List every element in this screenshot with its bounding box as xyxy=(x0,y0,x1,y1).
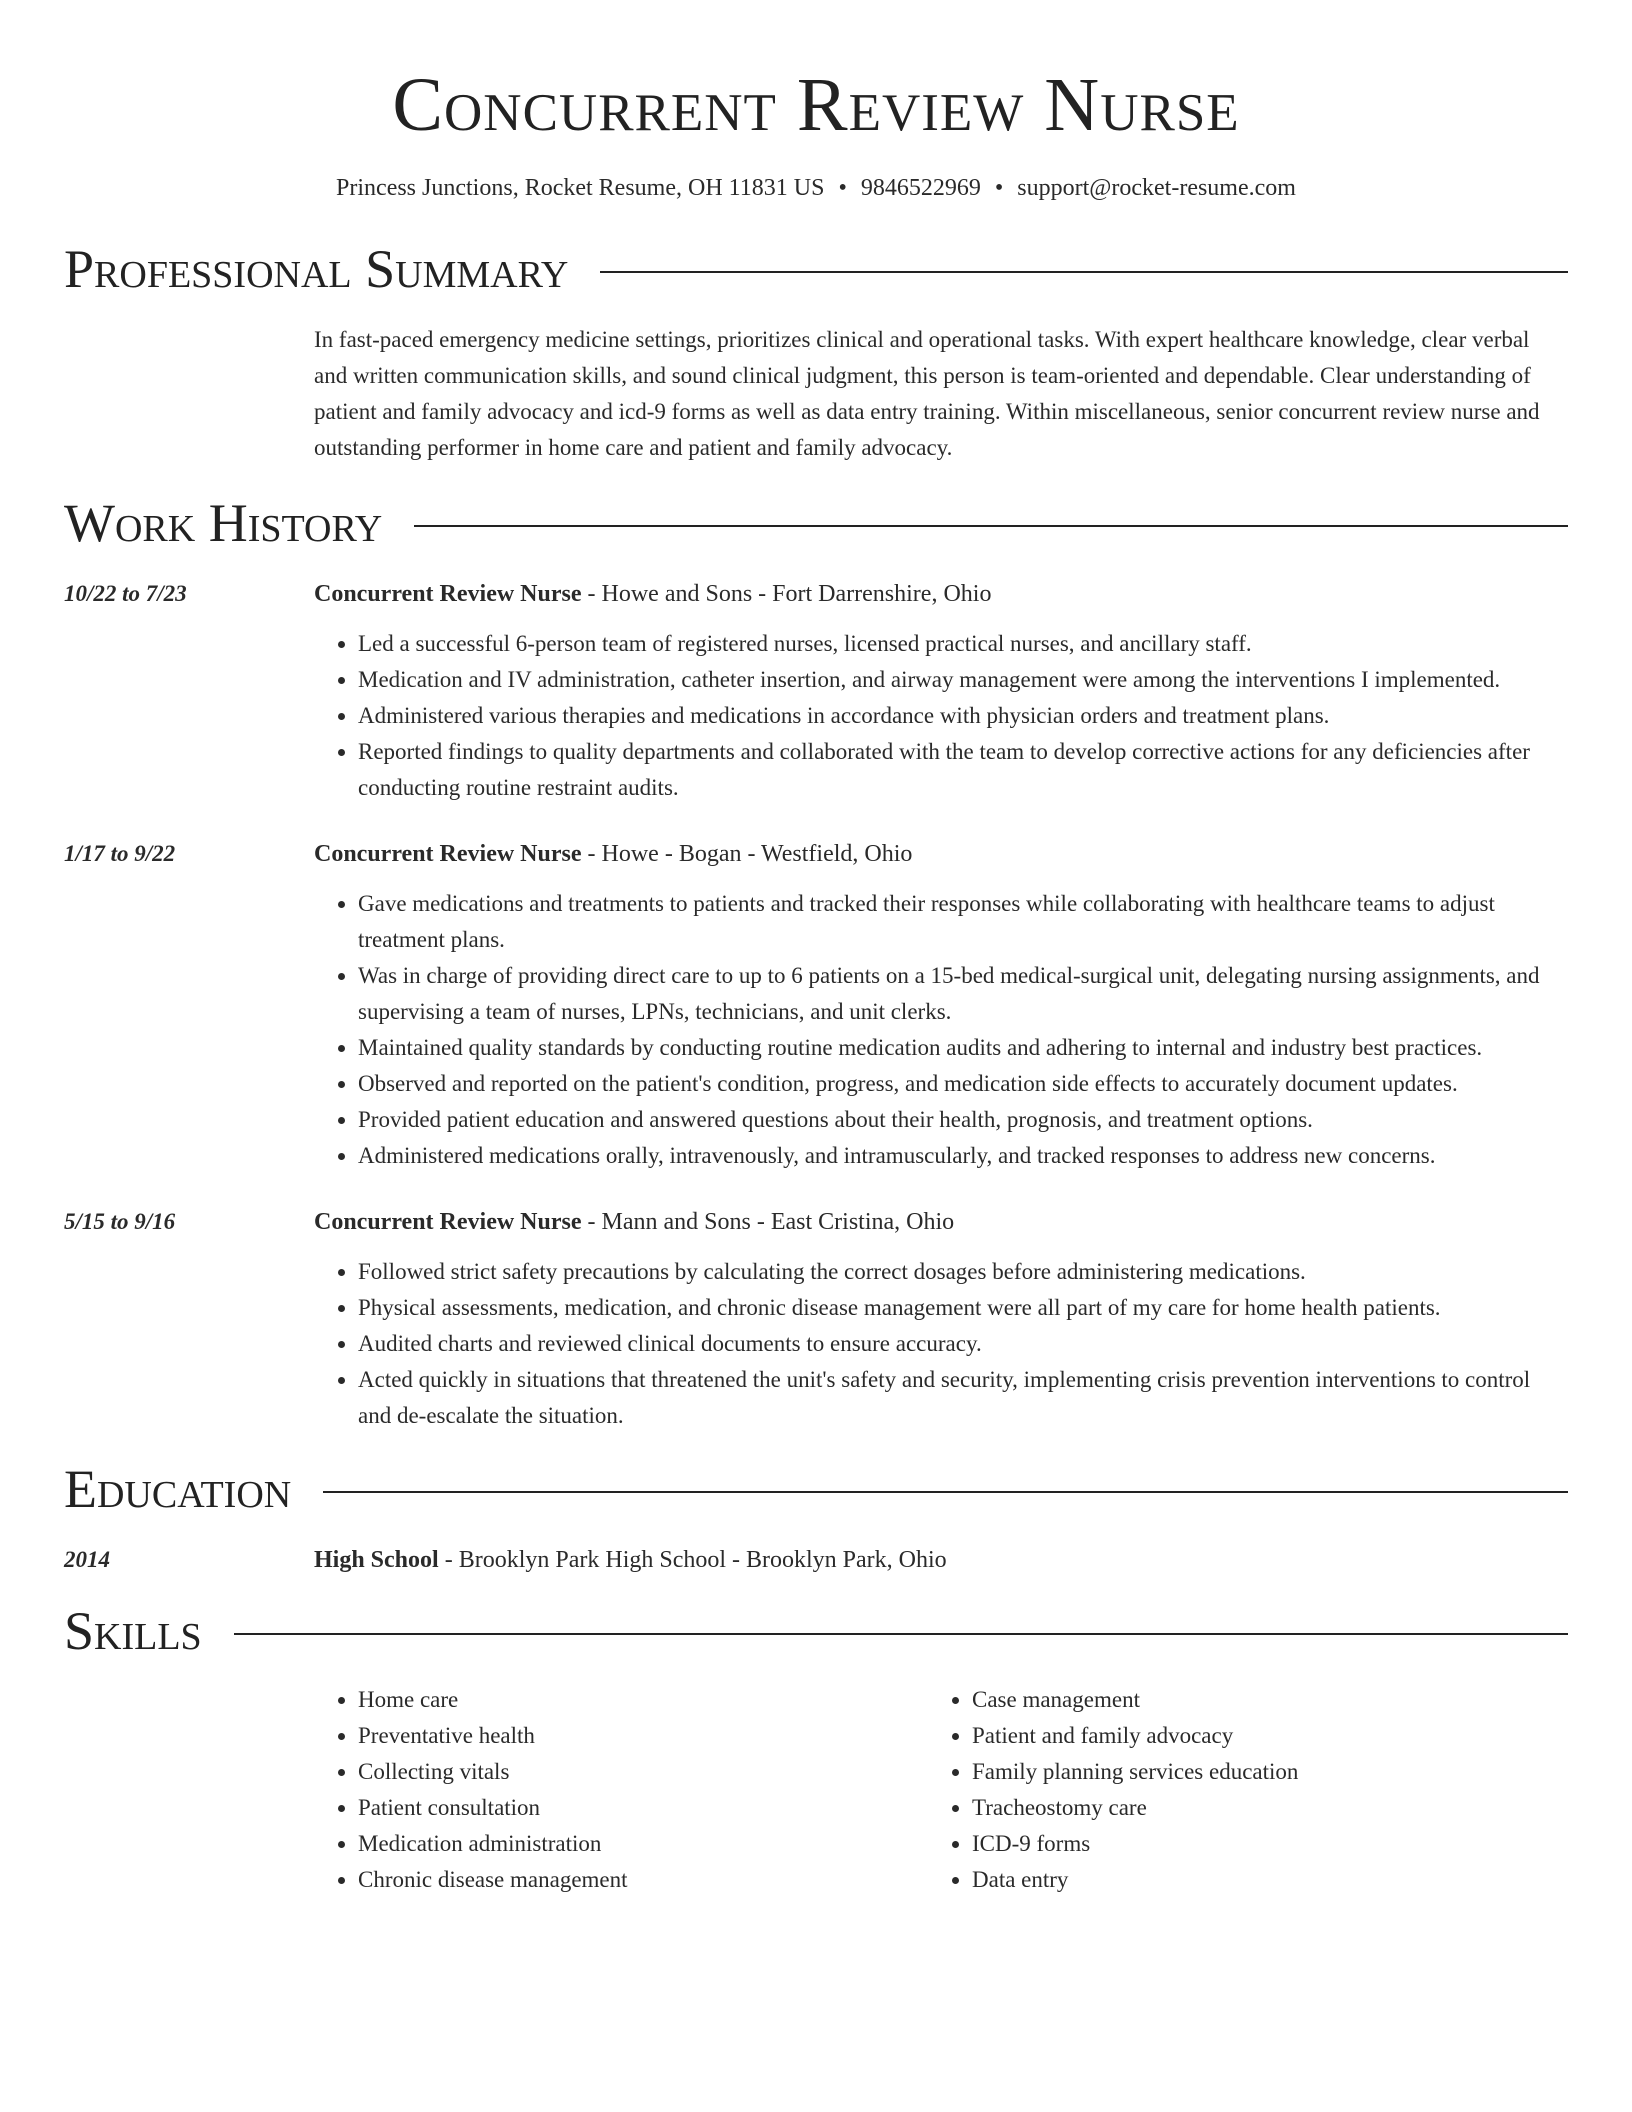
summary-heading: Professional Summary xyxy=(64,239,569,299)
job-position: Concurrent Review Nurse xyxy=(314,581,582,607)
work-section-header xyxy=(64,492,1568,554)
skill-item: • ICD-9 forms xyxy=(972,1826,1542,1862)
job-body xyxy=(314,576,1568,806)
skill-item: • Case management xyxy=(972,1682,1542,1718)
contact-line xyxy=(64,172,1568,204)
education-section-header xyxy=(64,1458,1568,1520)
job-bullet: • Reported findings to quality departments and collaborated with the team to develop corrective actions for any deficiencies after conducting routine restraint audits. xyxy=(358,734,1568,806)
job-title-line xyxy=(314,1204,1568,1240)
job-entry xyxy=(64,576,1568,806)
work-heading: Work History xyxy=(64,493,383,553)
job-body xyxy=(314,1204,1568,1434)
contact-address: Princess Junctions, Rocket Resume, OH 11831 US xyxy=(336,175,825,201)
skills-heading: Skills xyxy=(64,1601,202,1661)
job-bullet: • Followed strict safety precautions by calculating the correct dosages before administering medications. xyxy=(358,1254,1568,1290)
skill-item: • Family planning services education xyxy=(972,1754,1542,1790)
job-bullet: • Acted quickly in situations that threatened the unit's safety and security, implementing crisis prevention interventions to control and de-escalate the situation. xyxy=(358,1362,1568,1434)
job-bullet: • Physical assessments, medication, and chronic disease management were all part of my care for home health patients. xyxy=(358,1290,1568,1326)
resume-page xyxy=(64,0,1568,1898)
education-heading: Education xyxy=(64,1459,292,1519)
skill-item: • Chronic disease management xyxy=(358,1862,928,1898)
job-date: 10/22 to 7/23 xyxy=(64,581,187,606)
job-bullet: • Audited charts and reviewed clinical documents to ensure accuracy. xyxy=(358,1326,1568,1362)
skill-item: • Medication administration xyxy=(358,1826,928,1862)
summary-section-header xyxy=(64,238,1568,300)
job-bullet: • Was in charge of providing direct care to up to 6 patients on a 15-bed medical-surgical unit, delegating nursing assignments, and supervising a team of nurses, LPNs, technicians, and unit clerks. xyxy=(358,958,1568,1030)
skill-item: • Preventative health xyxy=(358,1718,928,1754)
education-body xyxy=(314,1542,1568,1578)
job-bullet: • Medication and IV administration, catheter insertion, and airway management were among the interventions I implemented. xyxy=(358,662,1568,698)
job-employer: - Howe - Bogan - Westfield, Ohio xyxy=(581,841,913,867)
job-date: 5/15 to 9/16 xyxy=(64,1209,176,1234)
skill-item: • Home care xyxy=(358,1682,928,1718)
job-entry xyxy=(64,1204,1568,1434)
contact-separator: • xyxy=(838,175,847,201)
job-date: 1/17 to 9/22 xyxy=(64,841,176,866)
job-employer: - Mann and Sons - East Cristina, Ohio xyxy=(581,1209,955,1235)
skills-list-left xyxy=(314,1682,928,1898)
section-divider xyxy=(234,1633,1568,1635)
job-bullet: • Maintained quality standards by conducting routine medication audits and adhering to internal and industry best practices. xyxy=(358,1030,1568,1066)
section-divider xyxy=(600,271,1568,273)
job-bullet: • Administered various therapies and medications in accordance with physician orders and treatment plans. xyxy=(358,698,1568,734)
education-line xyxy=(314,1542,1568,1578)
job-bullet: • Led a successful 6-person team of registered nurses, licensed practical nurses, and ancillary staff. xyxy=(358,626,1568,662)
skill-item: • Tracheostomy care xyxy=(972,1790,1542,1826)
skills-section-header xyxy=(64,1600,1568,1662)
job-title-line xyxy=(314,836,1568,872)
education-degree: High School xyxy=(314,1547,439,1573)
job-entry xyxy=(64,836,1568,1174)
section-divider xyxy=(323,1491,1568,1493)
contact-separator: • xyxy=(994,175,1004,201)
skill-item: • Collecting vitals xyxy=(358,1754,928,1790)
job-position: Concurrent Review Nurse xyxy=(314,841,582,867)
resume-name: Concurrent Review Nurse xyxy=(392,63,1240,147)
skills-list-right xyxy=(928,1682,1542,1898)
job-bullets xyxy=(314,886,1568,1174)
job-position: Concurrent Review Nurse xyxy=(314,1209,582,1235)
job-bullet: • Administered medications orally, intravenously, and intramuscularly, and tracked responses to address new concerns. xyxy=(358,1138,1568,1174)
section-divider xyxy=(414,525,1568,527)
education-entry xyxy=(64,1542,1568,1578)
skill-item: • Patient consultation xyxy=(358,1790,928,1826)
skills-columns xyxy=(314,1682,1568,1898)
skill-item: • Patient and family advocacy xyxy=(972,1718,1542,1754)
job-title-line xyxy=(314,576,1568,612)
skill-item: • Data entry xyxy=(972,1862,1542,1898)
job-bullets xyxy=(314,1254,1568,1434)
job-employer: - Howe and Sons - Fort Darrenshire, Ohio xyxy=(581,581,992,607)
job-bullet: • Gave medications and treatments to patients and tracked their responses while collaborating with healthcare teams to adjust treatment plans. xyxy=(358,886,1568,958)
education-school: - Brooklyn Park High School - Brooklyn Park, Ohio xyxy=(438,1547,947,1573)
job-bullet: • Provided patient education and answered questions about their health, prognosis, and treatment options. xyxy=(358,1102,1568,1138)
job-body xyxy=(314,836,1568,1174)
summary-text: In fast-paced emergency medicine settings, prioritizes clinical and operational tasks. With expert healthcare knowledge, clear verbal and written communication skills, and sound clinical judgment, this person is team-oriented and dependable. Clear understanding of patient and family advocacy and icd-9 forms as well as data entry training. Within miscellaneous, senior concurrent review nurse and outstanding performer in home care and patient and family advocacy. xyxy=(314,327,1540,460)
job-bullets xyxy=(314,626,1568,806)
contact-phone: 9846522969 xyxy=(860,175,981,201)
job-bullet: • Observed and reported on the patient's condition, progress, and medication side effects to accurately document updates. xyxy=(358,1066,1568,1102)
education-date: 2014 xyxy=(64,1547,110,1572)
contact-email: support@rocket-resume.com xyxy=(1017,175,1296,201)
